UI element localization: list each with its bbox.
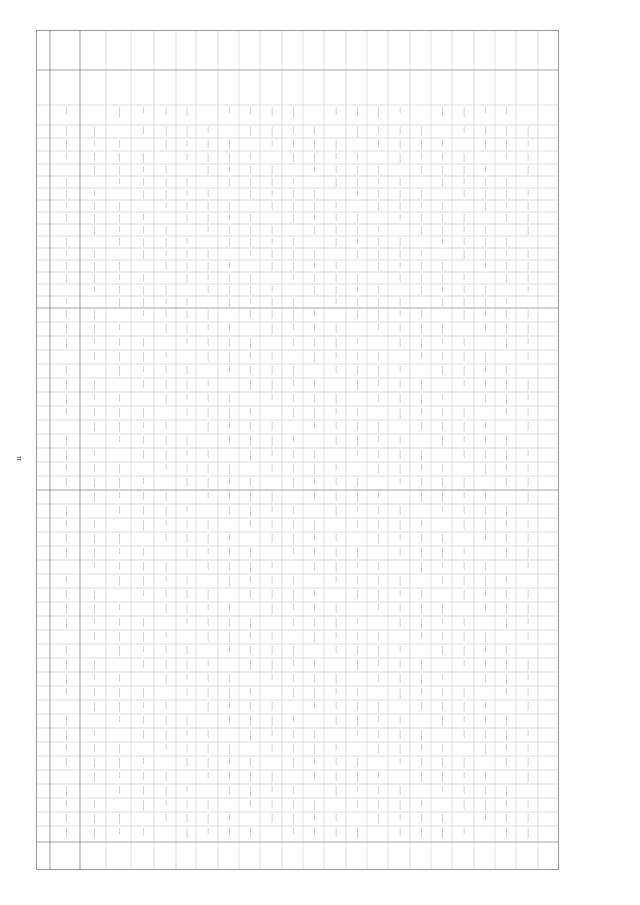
table-border — [37, 31, 559, 870]
rotated-data-table — [36, 30, 559, 870]
page-number: 11 — [17, 455, 23, 461]
table-grid — [36, 30, 559, 870]
